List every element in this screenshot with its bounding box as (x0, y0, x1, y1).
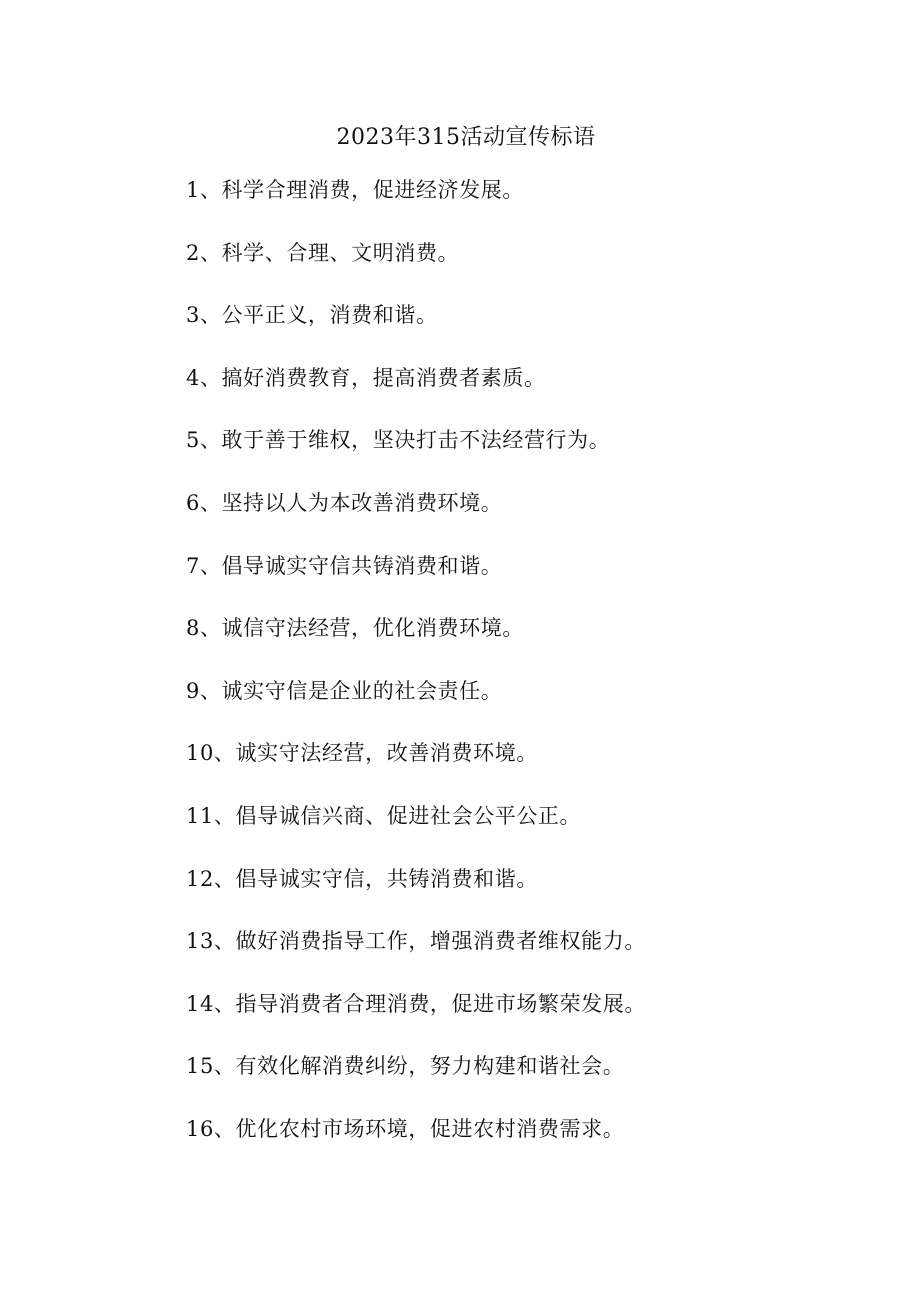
slogan-item: 6、坚持以人为本改善消费环境。 (186, 490, 503, 515)
slogan-item: 13、做好消费指导工作，增强消费者维权能力。 (186, 929, 646, 954)
slogan-item: 11、倡导诚信兴商、促进社会公平公正。 (186, 803, 582, 828)
slogan-item: 16、优化农村市场环境，促进农村消费需求。 (186, 1116, 625, 1141)
slogan-item: 14、指导消费者合理消费，促进市场繁荣发展。 (186, 991, 646, 1016)
slogan-item: 12、倡导诚实守信，共铸消费和谐。 (186, 866, 538, 891)
slogan-item: 8、诚信守法经营，优化消费环境。 (186, 616, 524, 641)
slogan-list (186, 174, 646, 1176)
slogan-item: 10、诚实守法经营，改善消费环境。 (186, 741, 538, 766)
slogan-item: 7、倡导诚实守信共铸消费和谐。 (186, 553, 503, 578)
slogan-item: 1、科学合理消费，促进经济发展。 (186, 178, 524, 202)
slogan-item: 3、公平正义，消费和谐。 (186, 303, 438, 328)
slogan-item: 5、敢于善于维权，坚决打击不法经营行为。 (186, 428, 611, 453)
slogan-item: 2、科学、合理、文明消费。 (186, 240, 460, 265)
slogan-item: 9、诚实守信是企业的社会责任。 (186, 678, 503, 703)
slogan-item: 4、搞好消费教育，提高消费者素质。 (186, 365, 546, 390)
document-title: 2023年315活动宣传标语 (336, 125, 596, 150)
slogan-item: 15、有效化解消费纠纷，努力构建和谐社会。 (186, 1054, 625, 1079)
